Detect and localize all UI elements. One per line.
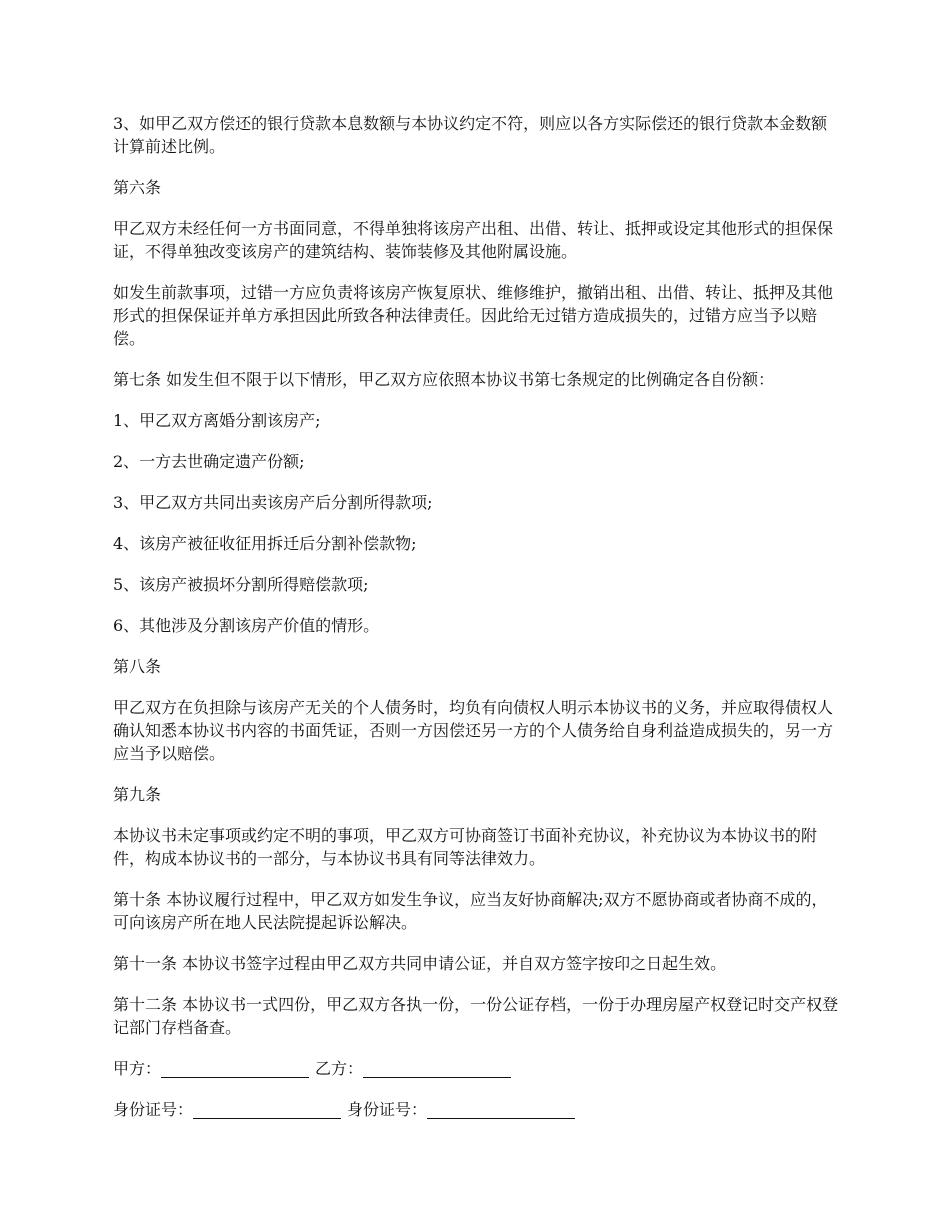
party-b-signature-blank[interactable]: [363, 1059, 511, 1078]
list-item-6: 6、其他涉及分割该房产价值的情形。: [113, 616, 380, 635]
paragraph-article-6-liability: 如发生前款事项，过错一方应负责将该房产恢复原状、维修维护，撤销出租、出借、转让、抵押及其他形式的担保保证并单方承担因此所致各种法律责任。因此给无过错方造成损失的，过错方应当予以赔偿。: [113, 283, 834, 348]
heading-article-9: 第九条: [113, 785, 162, 804]
paragraph-article-8: 甲乙双方在负担除与该房产无关的个人债务时，均负有向债权人明示本协议书的义务，并应取得债权人确认知悉本协议书内容的书面凭证，否则一方因偿还另一方的个人债务给自身利益造成损失的，另一方应当予以赔偿。: [113, 698, 834, 763]
party-a-label: 甲方：: [113, 1059, 162, 1078]
list-item-2: 2、一方去世确定遗产份额;: [113, 452, 305, 471]
list-item-5: 5、该房产被损坏分割所得赔偿款项;: [113, 575, 369, 594]
signature-party-row: [113, 1057, 843, 1080]
list-item-3: 3、甲乙双方共同出卖该房产后分割所得款项;: [113, 493, 433, 512]
paragraph-clause-3-repayment: 3、如甲乙双方偿还的银行贷款本息数额与本协议约定不符，则应以各方实际偿还的银行贷款本金数额计算前述比例。: [113, 114, 828, 156]
id-a-label: 身份证号：: [113, 1100, 194, 1119]
list-item-4: 4、该房产被征收征用拆迁后分割补偿款物;: [113, 534, 417, 553]
id-b-blank[interactable]: [427, 1100, 575, 1119]
signature-id-row: [113, 1098, 843, 1121]
paragraph-article-11: 第十一条 本协议书签字过程由甲乙双方共同申请公证，并自双方签字按印之日起生效。: [113, 954, 727, 973]
paragraph-article-12: 第十二条 本协议书一式四份，甲乙双方各执一份，一份公证存档，一份于办理房屋产权登记时交产权登记部门存档备查。: [113, 995, 839, 1037]
document-body: [113, 112, 843, 1139]
paragraph-article-7: 第七条 如发生但不限于以下情形，甲乙双方应依照本协议书第七条规定的比例确定各自份额：: [113, 370, 775, 389]
heading-article-8: 第八条: [113, 657, 162, 676]
list-item-1: 1、甲乙双方离婚分割该房产;: [113, 411, 321, 430]
party-a-signature-blank[interactable]: [161, 1059, 309, 1078]
heading-article-6: 第六条: [113, 178, 162, 197]
paragraph-article-9: 本协议书未定事项或约定不明的事项，甲乙双方可协商签订书面补充协议，补充协议为本协议书的附件，构成本协议书的一部分，与本协议书具有同等法律效力。: [113, 826, 818, 868]
party-b-label: 乙方：: [315, 1059, 364, 1078]
id-a-blank[interactable]: [193, 1100, 341, 1119]
paragraph-article-6-restrictions: 甲乙双方未经任何一方书面同意，不得单独将该房产出租、出借、转让、抵押或设定其他形式的担保保证，不得单独改变该房产的建筑结构、装饰装修及其他附属设施。: [113, 219, 834, 261]
id-b-label: 身份证号：: [347, 1100, 428, 1119]
paragraph-article-10: 第十条 本协议履行过程中，甲乙双方如发生争议，应当友好协商解决;双方不愿协商或者协商不成的，可向该房产所在地人民法院提起诉讼解决。: [113, 890, 828, 932]
